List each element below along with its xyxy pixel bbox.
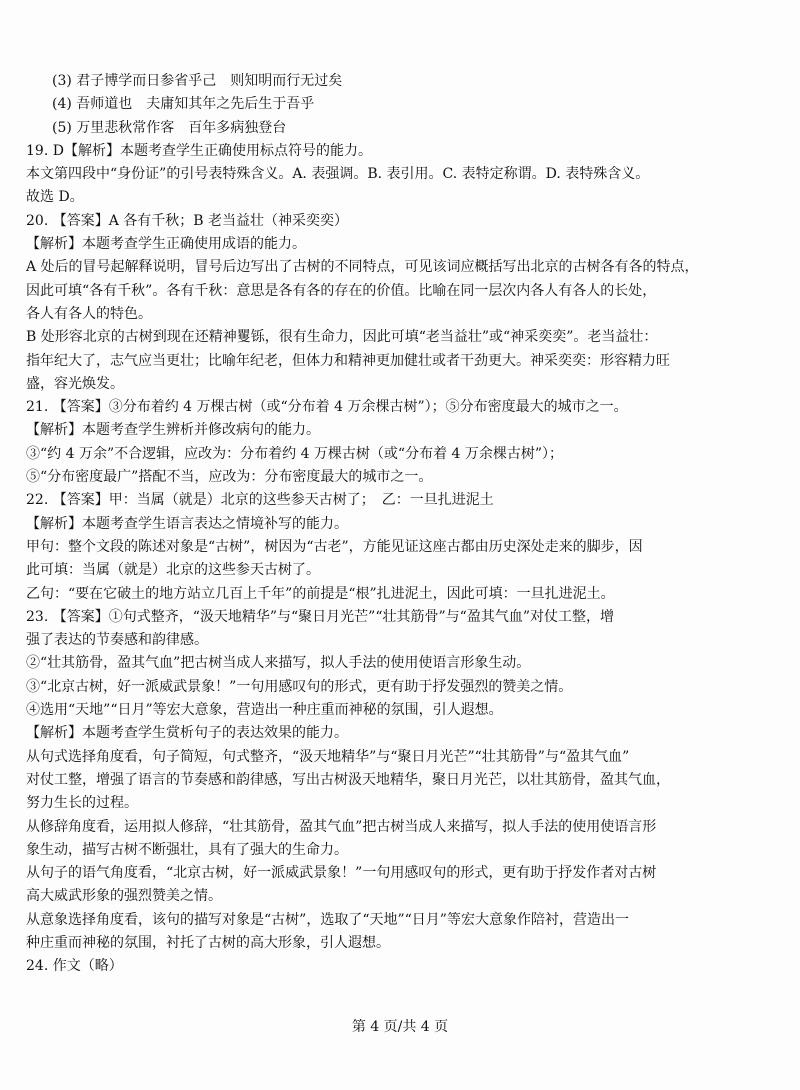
- text-line: 对仗工整，增强了语言的节奏感和韵律感，写出古树汲天地精华，聚日月光芒，以壮其筋骨，盈其气血，: [26, 771, 670, 788]
- text-line: 努力生长的过程。: [26, 795, 138, 812]
- text-line: ③“约 4 万余”不合逻辑，应改为：分布着约 4 万棵古树（或“分布着 4 万余棵古树”）；: [26, 445, 564, 462]
- text-line: 乙句：“要在它破土的地方站立几百上千年”的前提是“根”扎进泥土，因此可填：一旦扎进泥土。: [26, 585, 615, 602]
- text-line: 20. 【答案】A 各有千秋；B 老当益壮（神采奕奕）: [26, 212, 349, 229]
- text-line: 故选 D。: [26, 189, 84, 206]
- text-line: 因此可填“各有千秋”。各有千秋：意思是各有各的存在的价值。比喻在同一层次内各人有各人的长处，: [26, 282, 657, 299]
- text-line: 从意象选择角度看，该句的描写对象是“古树”，选取了“天地”“日月”等宏大意象作陪衬，营造出一: [26, 911, 629, 928]
- text-line: (5) 万里悲秋常作客 百年多病独登台: [52, 119, 287, 136]
- text-line: 【解析】本题考查学生语言表达之情境补写的能力。: [26, 515, 348, 532]
- text-line: 盛，容光焕发。: [26, 375, 124, 392]
- text-line: 象生动，描写古树不断强壮，具有了强大的生命力。: [26, 841, 348, 858]
- text-line: 23. 【答案】①句式整齐，“汲天地精华”与“聚日月光芒”“壮其筋骨”与“盈其气血”对仗工整，增: [26, 608, 614, 625]
- text-line: (3) 君子博学而日参省乎己 则知明而行无过矣: [52, 73, 343, 89]
- text-line: 强了表达的节奏感和韵律感。: [26, 632, 208, 649]
- text-line: 24. 作文（略）: [26, 958, 123, 975]
- text-line: 【解析】本题考查学生正确使用成语的能力。: [26, 236, 306, 253]
- text-line: B 处形容北京的古树到现在还精神矍铄，很有生命力，因此可填“老当益壮”或“神采奕奕”。老当益壮：: [26, 329, 658, 346]
- text-line: 甲句：整个文段的陈述对象是“古树”，树因为“古老”，方能见证这座古都由历史深处走来的脚步，因: [26, 538, 643, 555]
- text-line: (4) 吾师道也 夫庸知其年之先后生于吾乎: [52, 96, 315, 113]
- text-line: 22. 【答案】甲：当属（就是）北京的这些参天古树了； 乙：一旦扎进泥土: [26, 492, 494, 509]
- text-line: 指年纪大了，志气应当更壮；比喻年纪老，但体力和精神更加健壮或者干劲更大。神采奕奕：形容精力旺: [26, 352, 670, 369]
- page-number-footer: 第 4 页/共 4 页: [351, 1019, 449, 1035]
- text-line: 各人有各人的特色。: [26, 305, 152, 322]
- text-line: 本文第四段中“身份证”的引号表特殊含义。A. 表强调。B. 表引用。C. 表特定称谓。D. 表特殊含义。: [26, 166, 650, 183]
- text-line: ④选用“天地”“日月”等宏大意象，营造出一种庄重而神秘的氛围，引人遐想。: [26, 702, 503, 719]
- text-line: 19. D【解析】本题考查学生正确使用标点符号的能力。: [26, 142, 372, 159]
- text-line: ⑤“分布密度最广”搭配不当，应改为：分布密度最大的城市之一。: [26, 469, 433, 486]
- text-line: 【解析】本题考查学生赏析句子的表达效果的能力。: [26, 725, 348, 742]
- text-line: 高大威武形象的强烈赞美之情。: [26, 888, 222, 905]
- text-line: 从句子的语气角度看，“北京古树，好一派威武景象！”一句用感叹句的形式，更有助于抒发作者对古树: [26, 865, 657, 882]
- text-line: 【解析】本题考查学生辨析并修改病句的能力。: [26, 422, 320, 439]
- text-line: ②“壮其筋骨，盈其气血”把古树当成人来描写，拟人手法的使用使语言形象生动。: [26, 655, 531, 672]
- text-line: 种庄重而神秘的氛围，衬托了古树的高大形象，引人遐想。: [26, 934, 390, 951]
- text-line: 此可填：当属（就是）北京的这些参天古树了。: [26, 562, 320, 579]
- text-line: A 处后的冒号起解释说明，冒号后边写出了古树的不同特点，可见该词应概括写出北京的古树各有各的特点，: [26, 259, 699, 276]
- text-line: ③“北京古树，好一派威武景象！”一句用感叹句的形式，更有助于抒发强烈的赞美之情。: [26, 678, 573, 695]
- text-line: 从句式选择角度看，句子简短，句式整齐，“汲天地精华”与“聚日月光芒”“壮其筋骨”与“盈其气血”: [26, 748, 630, 765]
- answer-text-body: [26, 70, 766, 979]
- text-line: 21. 【答案】③分布着约 4 万棵古树（或“分布着 4 万余棵古树”）；⑤分布密度最大的城市之一。: [26, 399, 628, 416]
- text-line: 从修辞角度看，运用拟人修辞，“壮其筋骨，盈其气血”把古树当成人来描写，拟人手法的使用使语言形: [26, 818, 657, 835]
